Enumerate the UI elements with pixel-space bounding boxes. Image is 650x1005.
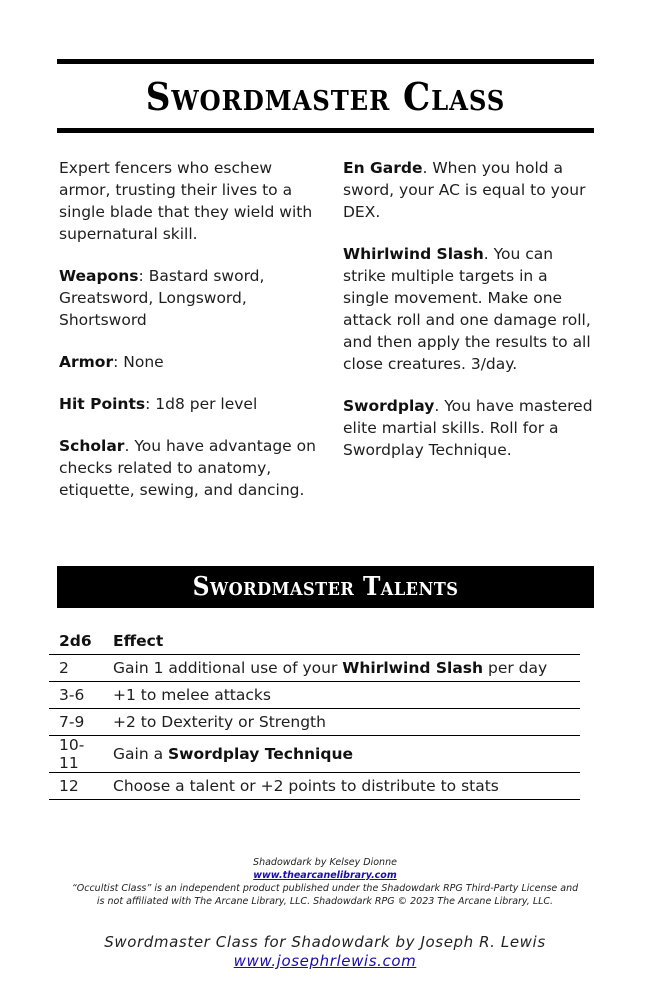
hit-points-label: Hit Points xyxy=(59,395,146,413)
effect-cell xyxy=(103,736,580,773)
roll-cell: 10-11 xyxy=(49,736,103,773)
effect-text: Gain 1 additional use of your xyxy=(113,659,343,677)
left-column xyxy=(59,157,319,521)
roll-cell: 7-9 xyxy=(49,709,103,736)
effect-cell xyxy=(103,682,580,709)
table-row xyxy=(49,655,580,682)
effect-cell xyxy=(103,709,580,736)
author-website-link[interactable]: www.josephrlewis.com xyxy=(233,952,417,970)
table-row xyxy=(49,736,580,773)
armor-label: Armor xyxy=(59,353,114,371)
byline-text: Swordmaster Class for Shadowdark by Joseph R. Lewis xyxy=(104,933,546,951)
effect-text: +1 to melee attacks xyxy=(113,686,271,704)
byline xyxy=(0,933,650,971)
roll-cell: 12 xyxy=(49,773,103,800)
header-effect: Effect xyxy=(103,627,580,655)
weapons-label: Weapons xyxy=(59,267,139,285)
hit-points-sep: : xyxy=(145,395,156,413)
talents-header-band xyxy=(57,566,594,608)
credits-line-author: Shadowdark by Kelsey Dionne xyxy=(253,857,397,868)
intro-paragraph: Expert fencers who eschew armor, trusting their lives to a single blade that they wield with supernatural skill. xyxy=(59,159,313,243)
credits-line-license: “Occultist Class” is an independent product published under the Shadowdark RPG Third-Party License and xyxy=(71,883,579,894)
effect-bold: Whirlwind Slash xyxy=(342,659,484,677)
en-garde-text: When you hold a sword, your AC is equal to your DEX. xyxy=(343,159,586,221)
weapons-sep: : xyxy=(138,267,149,285)
effect-bold: Swordplay Technique xyxy=(168,745,354,763)
swordplay-entry xyxy=(343,395,593,461)
armor-entry xyxy=(59,351,319,373)
whirlwind-slash-entry xyxy=(343,243,593,375)
scholar-sep: . xyxy=(124,437,135,455)
swordplay-sep: . xyxy=(434,397,445,415)
hit-points-entry xyxy=(59,393,319,415)
effect-text-post: per day xyxy=(483,659,548,677)
roll-cell: 3-6 xyxy=(49,682,103,709)
license-credits xyxy=(0,856,650,908)
arcane-library-link[interactable]: www.thearcanelibrary.com xyxy=(253,870,397,881)
scholar-text: You have advantage on checks related to anatomy, etiquette, sewing, and dancing. xyxy=(59,437,316,499)
credits-line-affiliation: is not affiliated with The Arcane Library, LLC. Shadowdark RPG © 2023 The Arcane Library, LLC. xyxy=(96,896,554,907)
hit-points-text: 1d8 per level xyxy=(155,395,258,413)
talents-title: Swordmaster Talents xyxy=(192,572,459,602)
swordplay-label: Swordplay xyxy=(343,397,435,415)
effect-cell xyxy=(103,655,580,682)
en-garde-label: En Garde xyxy=(343,159,423,177)
table-row xyxy=(49,773,580,800)
talents-table xyxy=(49,627,580,800)
right-column xyxy=(343,157,593,481)
effect-text: Choose a talent or +2 points to distribute to stats xyxy=(113,777,499,795)
armor-text: None xyxy=(123,353,164,371)
weapons-text: Bastard sword, Greatsword, Longsword, Shortsword xyxy=(59,267,265,329)
table-row xyxy=(49,682,580,709)
header-roll: 2d6 xyxy=(49,627,103,655)
effect-text: +2 to Dexterity or Strength xyxy=(113,713,326,731)
armor-sep: : xyxy=(113,353,124,371)
whirlwind-slash-sep: . xyxy=(483,245,494,263)
scholar-entry xyxy=(59,435,319,501)
swordplay-text: You have mastered elite martial skills. Roll for a Swordplay Technique. xyxy=(343,397,593,459)
en-garde-sep: . xyxy=(422,159,433,177)
table-header-row xyxy=(49,627,580,655)
effect-cell xyxy=(103,773,580,800)
page-title: Swordmaster Class xyxy=(145,74,506,119)
title-rule-top xyxy=(57,59,594,64)
title-rule-bottom xyxy=(57,128,594,133)
effect-text: Gain a xyxy=(113,745,168,763)
scholar-label: Scholar xyxy=(59,437,125,455)
weapons-entry xyxy=(59,265,319,331)
table-row xyxy=(49,709,580,736)
whirlwind-slash-label: Whirlwind Slash xyxy=(343,245,484,263)
en-garde-entry xyxy=(343,157,593,223)
roll-cell: 2 xyxy=(49,655,103,682)
whirlwind-slash-text: You can strike multiple targets in a single movement. Make one attack roll and one damage roll, and then apply the results to all close creatures. 3/day. xyxy=(343,245,591,373)
